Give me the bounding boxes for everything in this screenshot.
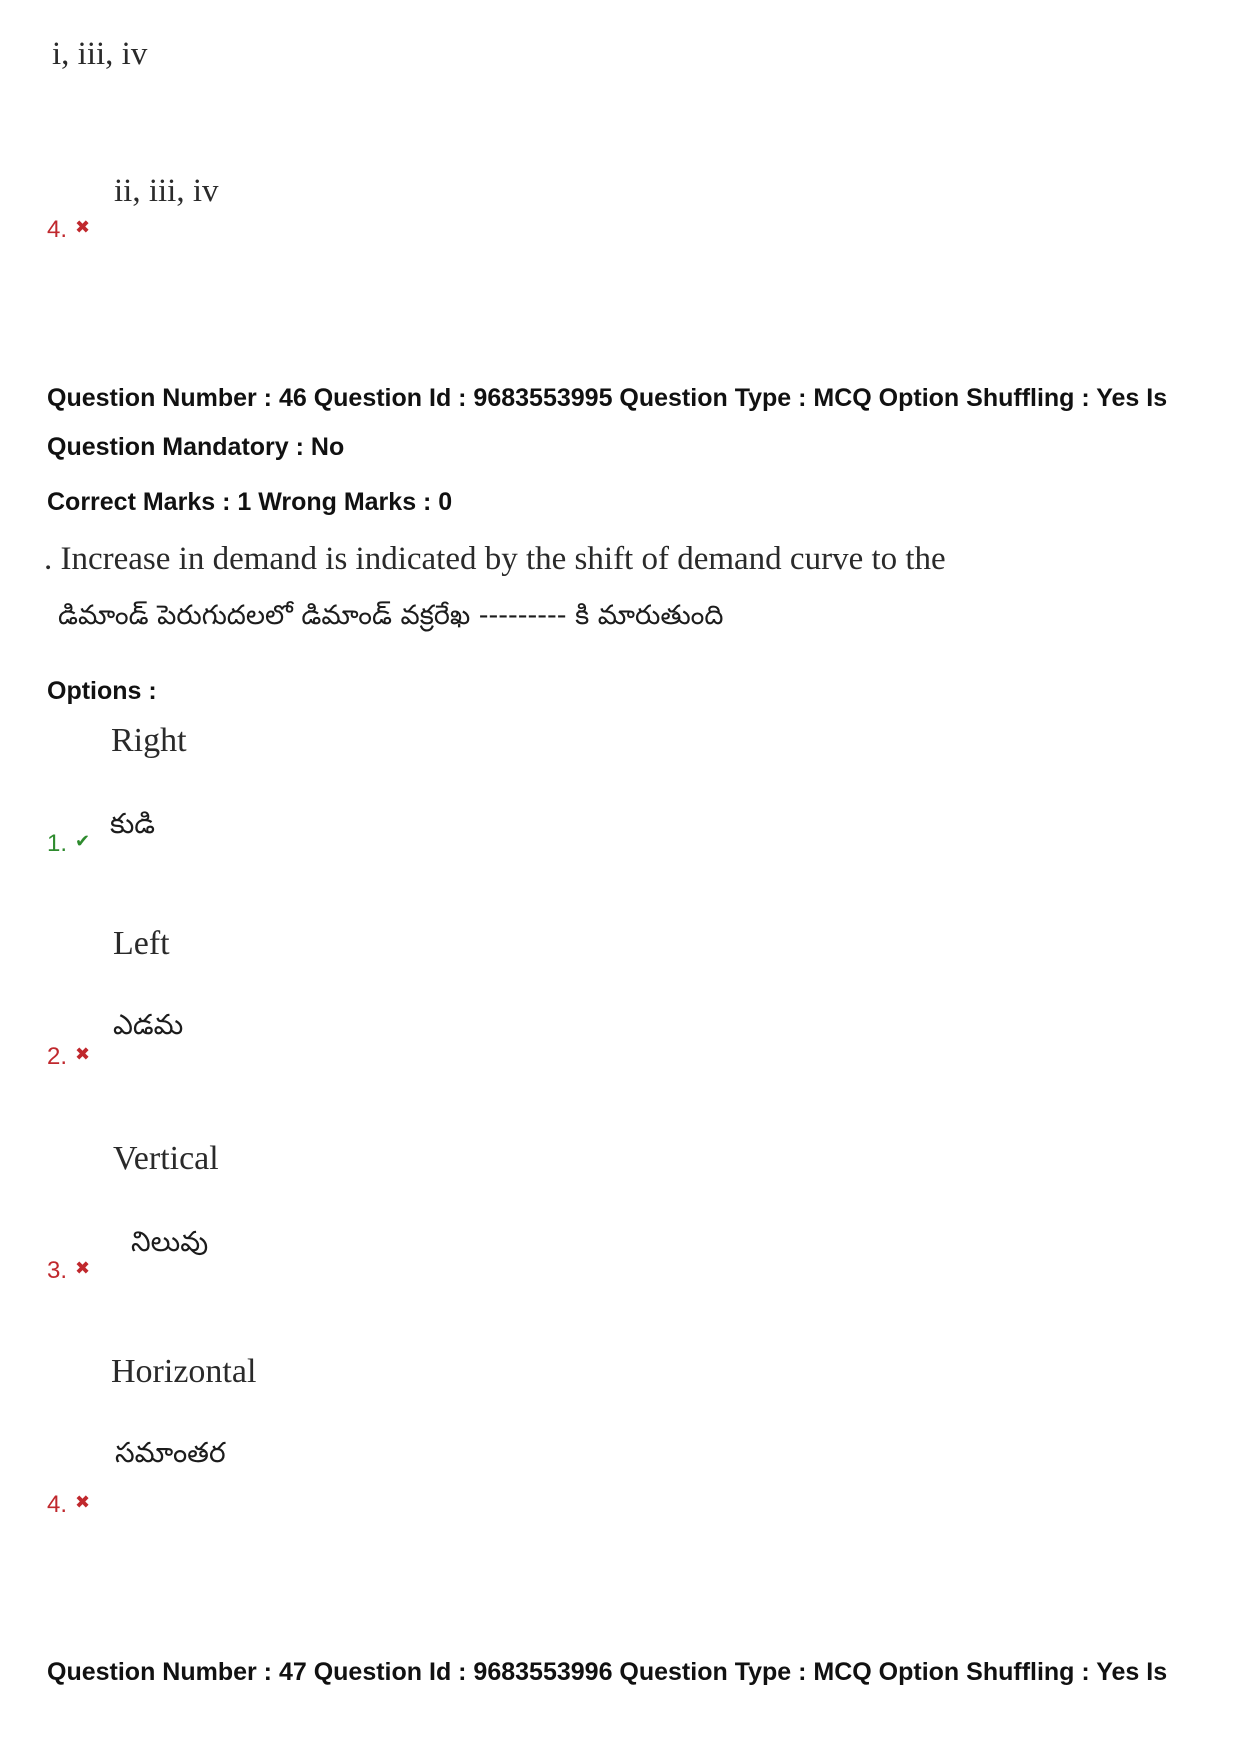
cross-icon: ✖ [75,1492,91,1512]
prev-option4-text: ii, iii, iv [114,173,219,209]
question-46-mandatory: Question Mandatory : No [47,433,345,461]
prev-option4-number: 4. [47,216,68,243]
option-1-number: 1. [47,830,68,857]
option-1-marker [47,830,90,858]
option-3-number: 3. [47,1257,68,1284]
option-3-telugu: నిలువు [131,1225,209,1258]
question-46-text-english: . Increase in demand is indicated by the shift of demand curve to the [44,541,946,577]
option-4-marker [47,1491,90,1519]
option-2-english: Left [113,925,170,962]
prev-option4-marker [47,216,90,244]
options-label: Options : [47,677,157,705]
cross-icon: ✖ [75,217,91,237]
option-3-marker [47,1257,90,1285]
option-4-english: Horizontal [111,1353,257,1390]
cross-icon: ✖ [75,1258,91,1278]
question-46-header: Question Number : 46 Question Id : 9683553995 Question Type : MCQ Option Shuffling : Yes Is [47,384,1168,412]
option-1-english: Right [111,722,187,759]
option-1-telugu: కుడి [110,807,156,840]
check-icon: ✔ [75,831,91,851]
question-46-marks: Correct Marks : 1 Wrong Marks : 0 [47,488,453,516]
option-2-marker [47,1043,90,1071]
question-47-header: Question Number : 47 Question Id : 9683553996 Question Type : MCQ Option Shuffling : Yes Is [47,1658,1168,1686]
cross-icon: ✖ [75,1044,91,1064]
option-4-number: 4. [47,1491,68,1518]
option-2-number: 2. [47,1043,68,1070]
option-2-telugu: ఎడమ [113,1008,184,1041]
option-4-telugu: సమాంతర [115,1436,226,1469]
option-3-english: Vertical [113,1140,219,1177]
question-46-text-telugu: డిమాండ్ పెరుగుదలలో డిమాండ్ వక్రరేఖ --------- కి మారుతుంది [58,600,724,631]
prev-option3-text: i, iii, iv [52,36,148,72]
